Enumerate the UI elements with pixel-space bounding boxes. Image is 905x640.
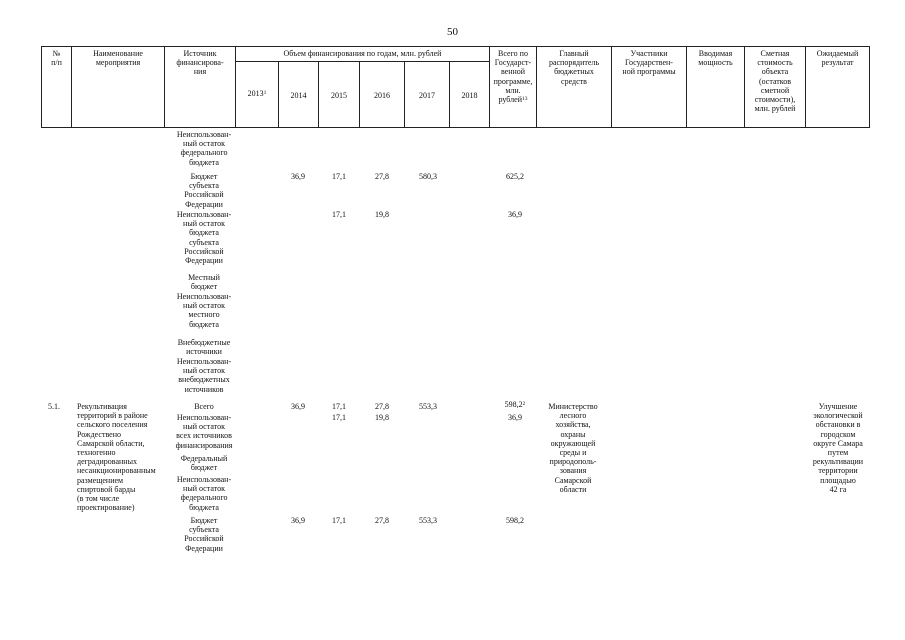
value-total: 36,9	[508, 210, 522, 219]
value-total: 625,2	[506, 172, 524, 181]
source-cell: Неиспользован- ный остаток федерального бюджета	[176, 130, 232, 167]
source-cell: Федеральный бюджет	[180, 454, 228, 473]
header-year-2013: 2013$^1$	[247, 89, 267, 98]
value-2014: 36,9	[291, 172, 305, 181]
value-2017: 553,3	[419, 402, 437, 411]
value-2015: 17,1	[332, 172, 346, 181]
header-number: № п/п	[51, 49, 62, 68]
header-year-2016: 2016	[374, 91, 390, 100]
header-year-2015: 2015	[331, 91, 347, 100]
source-cell: Неиспользован- ный остаток бюджета субъекта Российской Федерации	[176, 210, 232, 266]
value-2016: 27,8	[375, 402, 389, 411]
header-participants: Участники Государствен- ной программы	[622, 49, 676, 77]
item-result: Улучшение экологической обстановки в городском округе Самара путем рекультивации территории площадью 42 га	[812, 402, 864, 494]
source-cell: Неиспользован- ный остаток федерального бюджета	[176, 475, 232, 512]
value-2016: 19,8	[375, 413, 389, 422]
header-source: Источник финансирова- ния	[176, 49, 224, 77]
source-cell: Неиспользован- ный остаток местного бюджета	[176, 292, 232, 329]
header-total: Всего по Государст- венной программе, млн. рублей$^{13}$	[493, 49, 533, 105]
source-cell: Бюджет субъекта Российской Федерации	[184, 516, 224, 553]
header-year-2017: 2017	[419, 91, 435, 100]
item-number: 5.1.	[48, 402, 60, 411]
value-2016: 27,8	[375, 172, 389, 181]
value-total: 36,9	[508, 413, 522, 422]
source-cell: Неиспользован- ный остаток всех источников финансирования	[175, 413, 233, 450]
source-cell: Неиспользован- ный остаток внебюджетных источников	[176, 357, 232, 394]
value-2015: 17,1	[332, 210, 346, 219]
value-total: 598,2$^2$	[504, 400, 526, 409]
header-estimate: Сметная стоимость объекта (остатков сметной стоимости), млн. рублей	[754, 49, 796, 114]
value-2014: 36,9	[291, 402, 305, 411]
header-capacity: Вводимая мощность	[698, 49, 733, 68]
value-2015: 17,1	[332, 413, 346, 422]
header-funding-group: Объем финансирования по годам, млн. рублей	[283, 49, 442, 58]
value-2015: 17,1	[332, 516, 346, 525]
value-2017: 580,3	[419, 172, 437, 181]
header-manager: Главный распорядитель бюджетных средств	[548, 49, 600, 86]
value-total: 598,2	[506, 516, 524, 525]
value-2014: 36,9	[291, 516, 305, 525]
source-cell: Внебюджетные источники	[177, 338, 231, 357]
source-cell: Местный бюджет	[188, 273, 220, 292]
header-result: Ожидаемый результат	[816, 49, 859, 68]
header-year-2014: 2014	[290, 91, 307, 100]
header-year-2018: 2018	[461, 91, 478, 100]
source-cell: Бюджет субъекта Российской Федерации	[184, 172, 224, 209]
page-number: 50	[447, 26, 458, 38]
header-name: Наименование мероприятия	[93, 49, 143, 68]
value-2016: 27,8	[375, 516, 389, 525]
value-2016: 19,8	[375, 210, 389, 219]
item-manager: Министерство лесного хозяйства, охраны окружающей среды и природополь- зования Самарской области	[548, 402, 598, 494]
value-2015: 17,1	[332, 402, 346, 411]
value-2017: 553,3	[419, 516, 437, 525]
item-name: Рекультивация территорий в районе сельского поселения Рождествено Самарской области, техногенно деградированных несанкционированным размещением спиртовой барды (в том числе проектирование)	[77, 402, 156, 513]
source-cell: Всего	[194, 402, 214, 411]
